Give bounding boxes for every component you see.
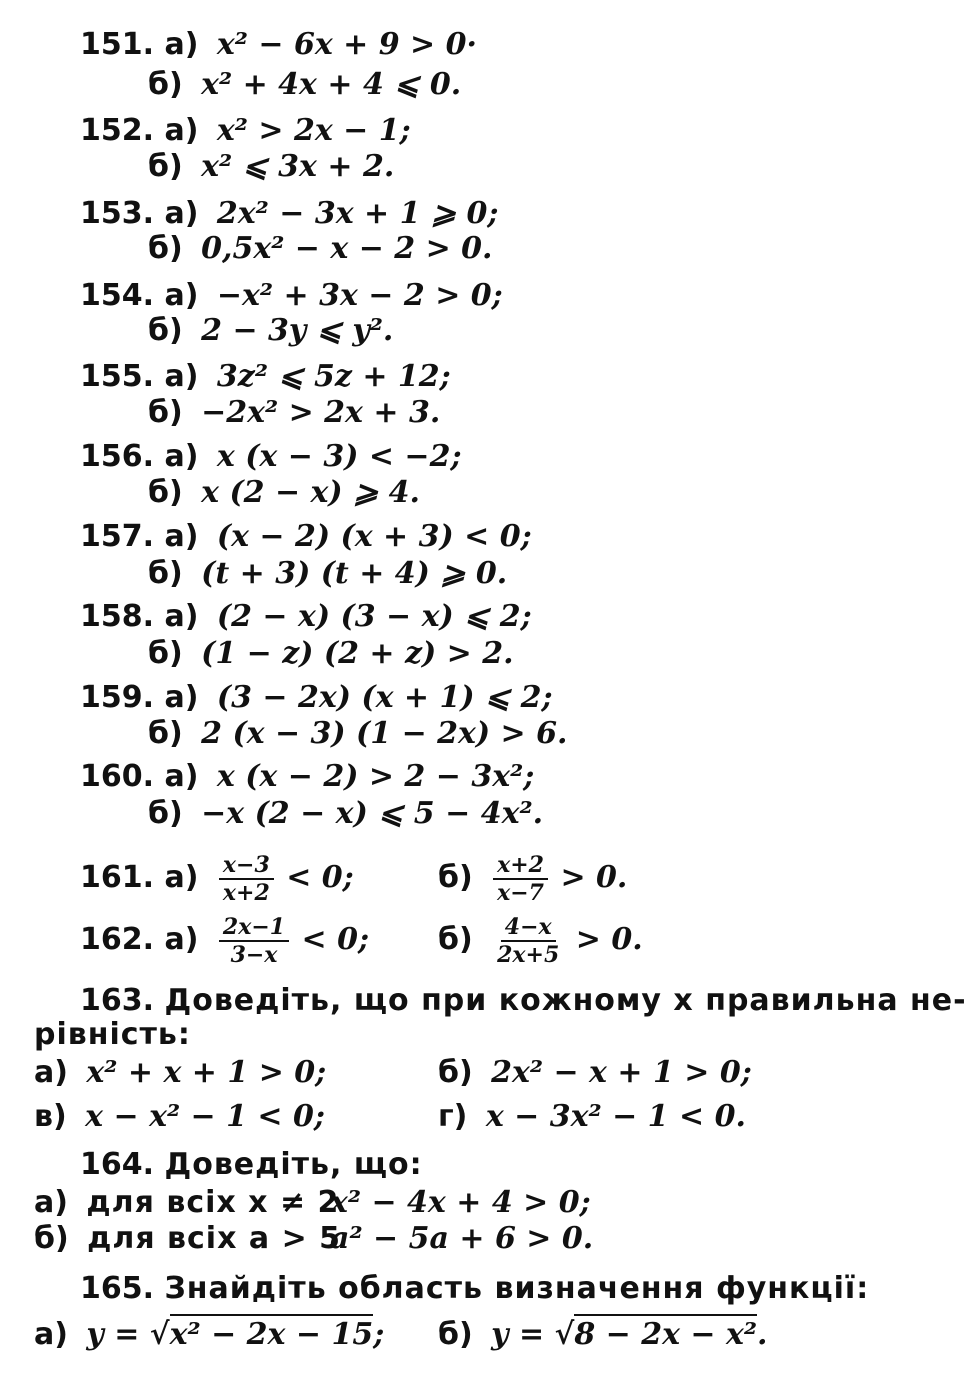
inequality: x² + x + 1 > 0; <box>86 1055 327 1090</box>
inequality: x² − 4x + 4 > 0; <box>330 1185 591 1220</box>
problem-number: 161. <box>80 860 155 895</box>
problem-163-v <box>34 1100 325 1134</box>
problem-155-a <box>80 360 451 394</box>
radical-sign-icon: √ <box>149 1317 170 1352</box>
part-label: а) <box>34 1317 68 1352</box>
part-label: а) <box>164 599 199 634</box>
numerator: x−3 <box>219 852 274 880</box>
problem-165-b <box>438 1318 767 1352</box>
numerator: 4−x <box>501 914 556 942</box>
part-label: а) <box>164 278 199 313</box>
inequality: (t + 3) (t + 4) ⩾ 0. <box>201 556 508 591</box>
inequality-tail: > 0. <box>575 922 643 957</box>
part-label: а) <box>34 1055 68 1090</box>
problem-164-b-expr <box>330 1222 593 1256</box>
denominator: x−7 <box>497 880 544 906</box>
problem-164-a-expr <box>330 1186 591 1220</box>
problem-152-a <box>80 114 411 148</box>
punctuation: ; <box>373 1317 385 1352</box>
part-label: б) <box>148 556 183 591</box>
function-prefix: y = <box>86 1317 140 1352</box>
statement-text: Доведіть, що: <box>164 1147 423 1182</box>
inequality-tail: < 0; <box>286 860 354 895</box>
problem-164-statement <box>80 1148 423 1182</box>
part-label: б) <box>438 1055 473 1090</box>
problem-160-b <box>148 797 543 831</box>
part-label: б) <box>148 796 183 831</box>
statement-text: Доведіть, що при кожному x правильна не- <box>164 983 967 1018</box>
inequality: x (x − 3) < −2; <box>216 439 462 474</box>
problem-number: 162. <box>80 922 155 957</box>
problem-number: 163. <box>80 983 155 1018</box>
part-label: б) <box>148 231 183 266</box>
fraction <box>219 914 289 968</box>
part-label: а) <box>164 519 199 554</box>
punctuation: . <box>757 1317 768 1352</box>
problem-156-b <box>148 476 420 510</box>
problem-165-a <box>34 1318 384 1352</box>
problem-161-a <box>80 848 354 908</box>
inequality: −x² + 3x − 2 > 0; <box>216 278 503 313</box>
part-label: б) <box>438 922 473 957</box>
function-prefix: y = <box>491 1317 545 1352</box>
problem-157-a <box>80 520 532 554</box>
inequality: (3 − 2x) (x + 1) ⩽ 2; <box>216 680 553 715</box>
denominator: x+2 <box>222 880 270 906</box>
problem-163-a <box>34 1056 326 1090</box>
problem-160-a <box>80 760 534 794</box>
numerator: 2x−1 <box>219 914 289 942</box>
problem-163-statement <box>80 984 967 1018</box>
part-label: б) <box>438 860 473 895</box>
problem-161-b <box>438 848 627 908</box>
problem-155-b <box>148 396 440 430</box>
problem-number: 155. <box>80 359 155 394</box>
problem-number: 157. <box>80 519 155 554</box>
part-label: б) <box>148 636 183 671</box>
problem-159-a <box>80 681 553 715</box>
inequality: x − x² − 1 < 0; <box>85 1099 325 1134</box>
inequality: −2x² > 2x + 3. <box>201 395 441 430</box>
inequality: (1 − z) (2 + z) > 2. <box>201 636 514 671</box>
denominator: 3−x <box>230 942 278 968</box>
inequality: 2x² − 3x + 1 ⩾ 0; <box>216 196 499 231</box>
inequality: x² > 2x − 1; <box>216 113 411 148</box>
statement-text: Знайдіть область визначення функції: <box>164 1271 870 1306</box>
part-label: б) <box>148 67 183 102</box>
inequality: x² ⩽ 3x + 2. <box>201 149 395 184</box>
problem-154-b <box>148 314 393 348</box>
problem-152-b <box>148 150 394 184</box>
part-label: а) <box>34 1185 68 1220</box>
problem-156-a <box>80 440 462 474</box>
part-label: а) <box>164 439 199 474</box>
inequality: x² − 6x + 9 > 0· <box>216 27 477 62</box>
problem-number: 164. <box>80 1147 155 1182</box>
problem-163-b <box>438 1056 752 1090</box>
part-label: а) <box>164 922 199 957</box>
inequality: 3z² ⩽ 5z + 12; <box>216 359 451 394</box>
inequality-tail: > 0. <box>560 860 628 895</box>
inequality: 2 (x − 3) (1 − 2x) > 6. <box>201 716 568 751</box>
part-label: б) <box>148 395 183 430</box>
problem-number: 159. <box>80 680 155 715</box>
problem-number: 153. <box>80 196 155 231</box>
problem-number: 165. <box>80 1271 155 1306</box>
problem-159-b <box>148 717 567 751</box>
part-label: а) <box>164 27 199 62</box>
problem-153-a <box>80 197 498 231</box>
numerator: x+2 <box>493 852 548 880</box>
radical-sign-icon: √ <box>554 1317 575 1352</box>
part-label: б) <box>438 1317 473 1352</box>
part-label: а) <box>164 359 199 394</box>
problem-157-b <box>148 557 507 591</box>
inequality: x (x − 2) > 2 − 3x²; <box>216 759 535 794</box>
problem-number: 152. <box>80 113 155 148</box>
part-label: а) <box>164 759 199 794</box>
square-root <box>150 1318 373 1352</box>
denominator: 2x+5 <box>497 942 560 968</box>
fraction <box>493 914 563 968</box>
part-label: а) <box>164 113 199 148</box>
inequality: a² − 5a + 6 > 0. <box>330 1221 594 1256</box>
inequality: (x − 2) (x + 3) < 0; <box>216 519 532 554</box>
fraction <box>493 852 548 906</box>
condition: для всіх a > 5 <box>87 1221 342 1256</box>
radicand: 8 − 2x − x² <box>574 1314 757 1352</box>
problem-165-statement <box>80 1272 869 1306</box>
inequality: x − 3x² − 1 < 0. <box>485 1099 746 1134</box>
inequality: x (2 − x) ⩾ 4. <box>201 475 420 510</box>
part-label: б) <box>148 716 183 751</box>
problem-number: 158. <box>80 599 155 634</box>
part-label: б) <box>34 1221 69 1256</box>
part-label: б) <box>148 313 183 348</box>
problem-164-b <box>34 1222 341 1256</box>
part-label: а) <box>164 860 199 895</box>
problem-151-b <box>148 68 461 102</box>
part-label: б) <box>148 149 183 184</box>
problem-number: 151. <box>80 27 155 62</box>
inequality: (2 − x) (3 − x) ⩽ 2; <box>216 599 532 634</box>
part-label: г) <box>438 1099 468 1134</box>
problem-number: 156. <box>80 439 155 474</box>
problem-162-a <box>80 910 369 970</box>
problem-number: 154. <box>80 278 155 313</box>
inequality: 0,5x² − x − 2 > 0. <box>201 231 493 266</box>
problem-163-statement-cont <box>34 1018 191 1052</box>
problem-151-a <box>80 28 477 62</box>
part-label: а) <box>164 680 199 715</box>
inequality: 2 − 3y ⩽ y². <box>201 313 394 348</box>
inequality-tail: < 0; <box>301 922 370 957</box>
problem-158-b <box>148 637 514 671</box>
part-label: а) <box>164 196 199 231</box>
radicand: x² − 2x − 15 <box>170 1314 374 1352</box>
fraction <box>219 852 274 906</box>
problem-158-a <box>80 600 532 634</box>
statement-text: рівність: <box>34 1017 191 1052</box>
inequality: x² + 4x + 4 ⩽ 0. <box>201 67 462 102</box>
condition: для всіх x ≠ 2 <box>86 1185 340 1220</box>
problem-164-a <box>34 1186 339 1220</box>
square-root <box>555 1318 757 1352</box>
problem-154-a <box>80 279 503 313</box>
problem-163-g <box>438 1100 746 1134</box>
inequality: 2x² − x + 1 > 0; <box>491 1055 752 1090</box>
problem-162-b <box>438 910 643 970</box>
problem-number: 160. <box>80 759 155 794</box>
problem-153-b <box>148 232 493 266</box>
part-label: б) <box>148 475 183 510</box>
inequality: −x (2 − x) ⩽ 5 − 4x². <box>201 796 544 831</box>
part-label: в) <box>34 1099 67 1134</box>
